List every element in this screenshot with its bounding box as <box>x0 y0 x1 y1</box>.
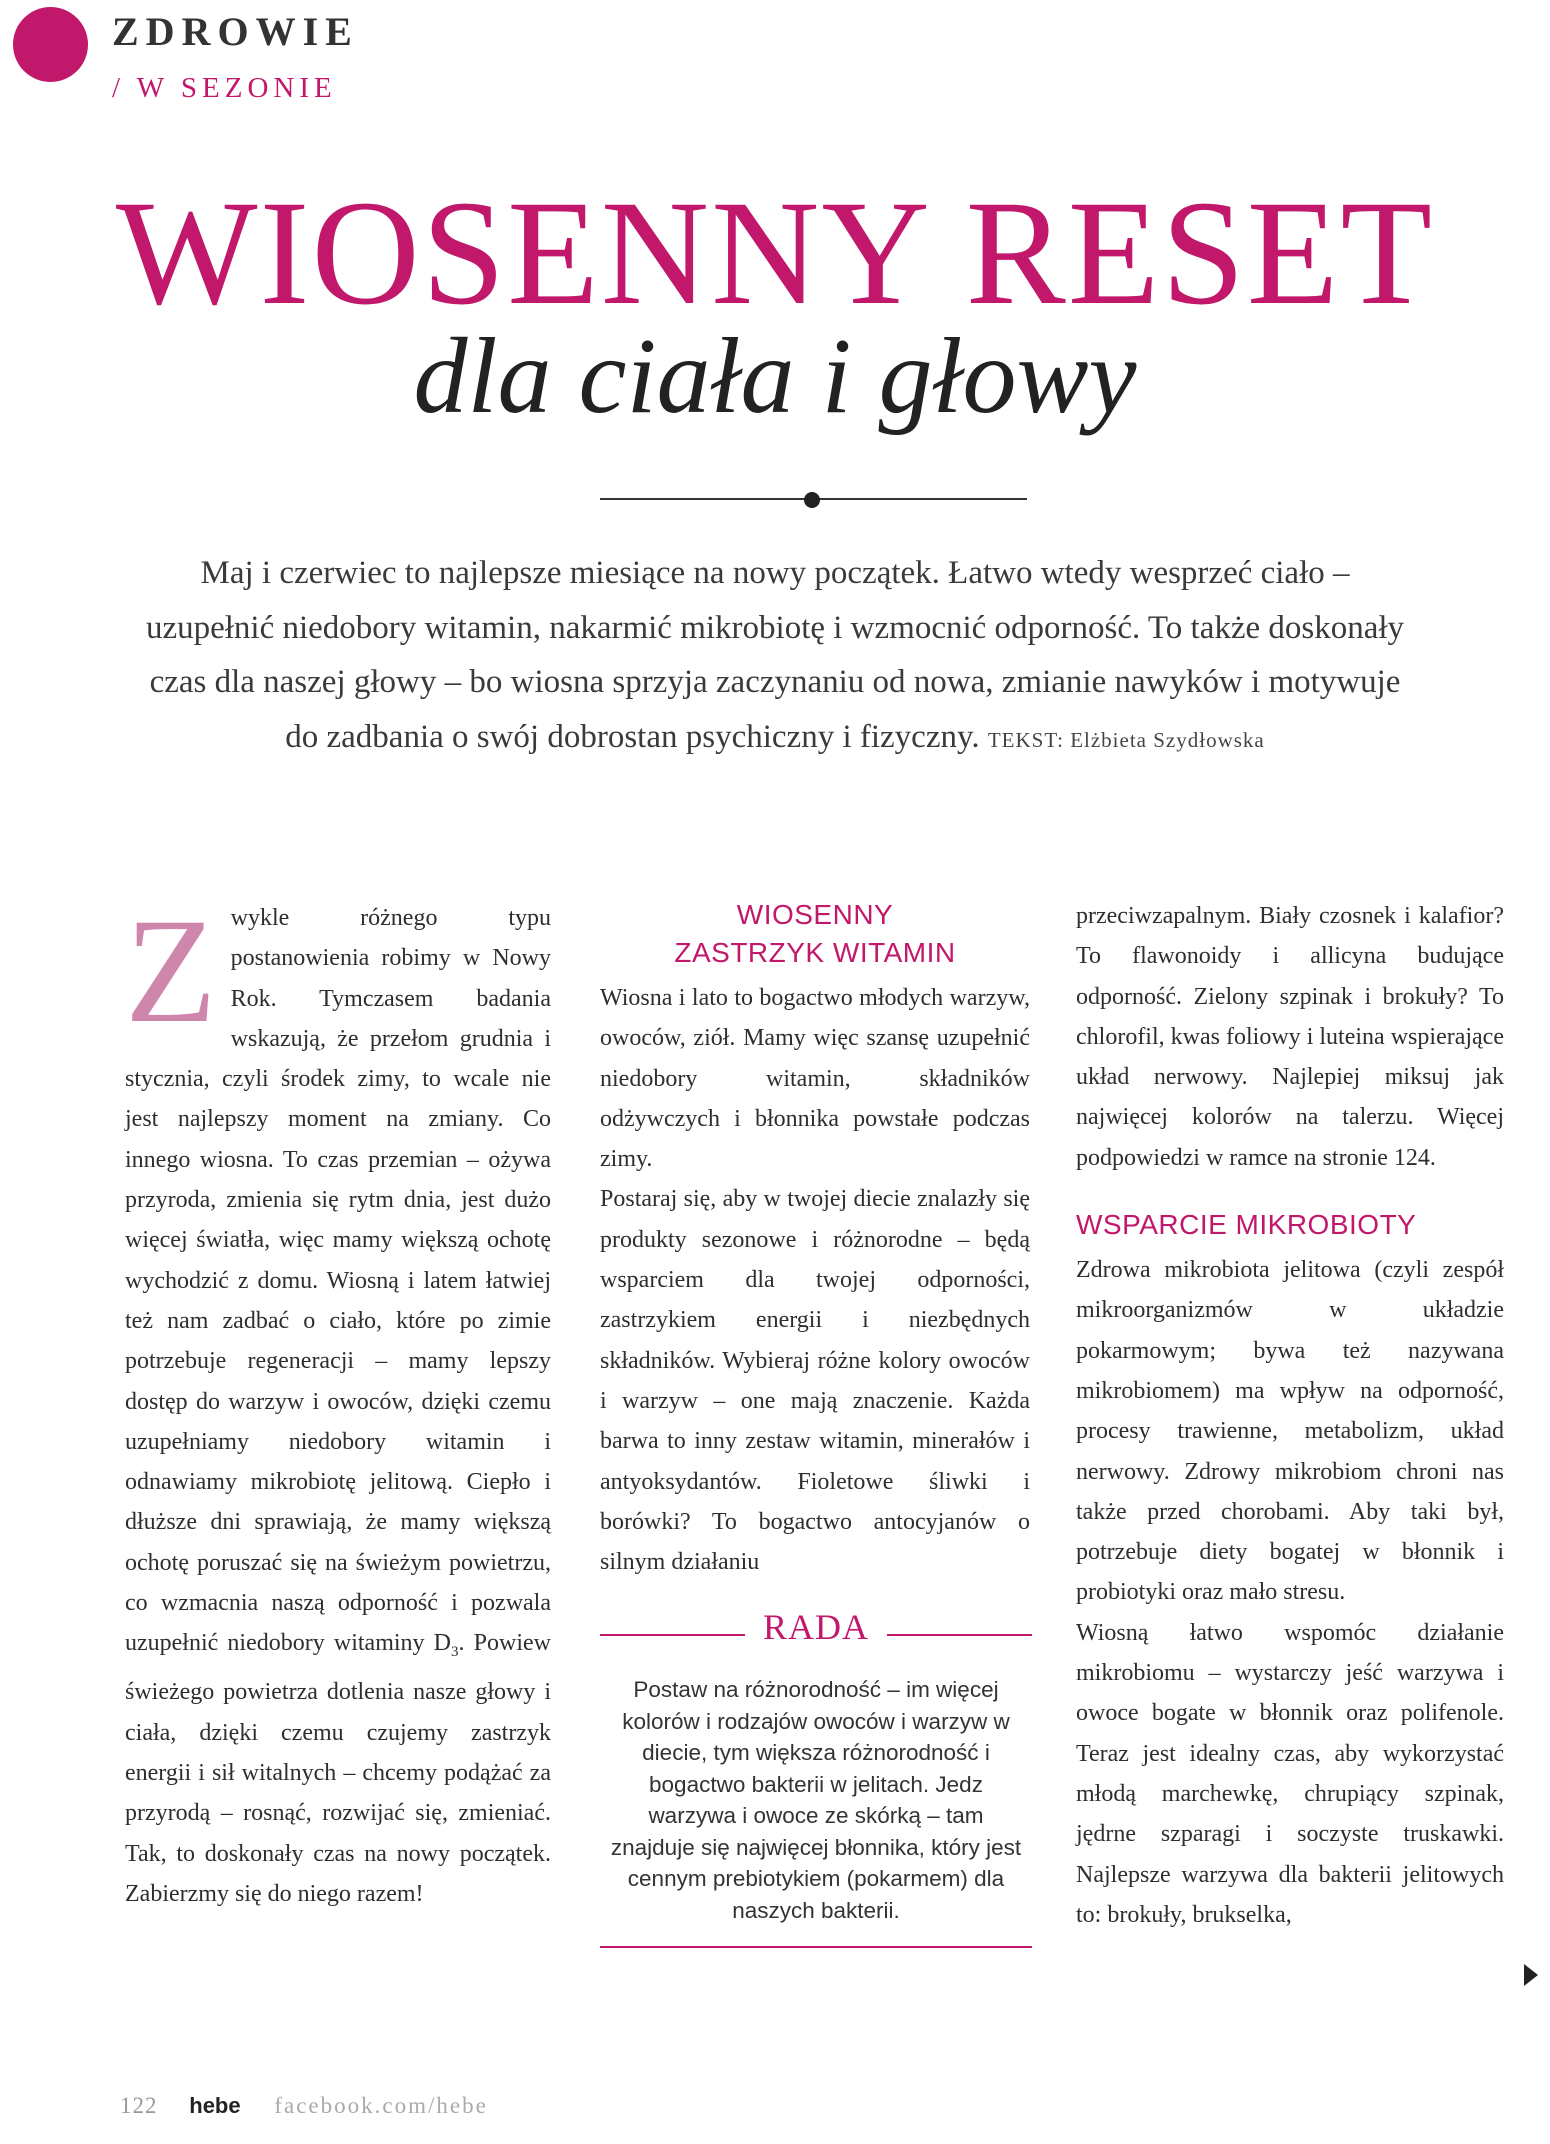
vitamins-heading-line-1: WIOSENNY <box>736 899 894 930</box>
title-divider-ornament <box>600 492 1027 506</box>
drop-cap: Z <box>125 888 217 1054</box>
vitamins-heading-line-2: ZASTRZYK WITAMIN <box>674 937 956 968</box>
social-link: facebook.com/hebe <box>274 2093 488 2118</box>
tip-title: RADA <box>762 1607 869 1647</box>
brand-logo: hebe <box>189 2093 241 2118</box>
section-label: ZDROWIE <box>112 9 359 54</box>
vitamin-subscript: 3 <box>451 1644 459 1661</box>
tip-rule-bottom <box>600 1946 1032 1948</box>
article-lead <box>140 546 1410 767</box>
section-dot-marker <box>13 7 88 82</box>
column-2-paragraph-2: Postaraj się, aby w twojej diecie znalazły się produkty sezonowe i różnorodne – będą wsparciem dla twojej odporności, zastrzykiem energii i niezbędnych składników. Wybieraj różne kolory owoców i warzyw – one mają znaczenie. Każda barwa to inny zestaw witamin, minerałów i antyoksydantów. Fioletowe śliwki i borówki? To bogactwo antocyjanów o silnym działaniu <box>600 1186 1030 1576</box>
continue-arrow-icon <box>1524 1964 1538 1986</box>
article-headline: WIOSENNY RESET <box>115 170 1435 336</box>
author-byline: TEKST: Elżbieta Szydłowska <box>987 727 1265 752</box>
subsection-label: / W SEZONIE <box>112 72 337 104</box>
column-3-paragraph-2: Zdrowa mikrobiota jelitowa (czyli zespół mikroorganizmów w układzie pokarmowym; bywa też nazywana mikrobiomem) ma wpływ na odporność, procesy trawienne, metabolizm, układ nerwowy. Zdrowy mikrobiom chroni nas także przed chorobami. Aby taki był, potrzebuje diety bogatej w błonnik i probiotyki oraz mało stresu. <box>1076 1257 1504 1606</box>
column-1-text-continued: . Powiew świeżego powietrza dotlenia nasze głowy i ciała, dzięki czemu czujemy zastrzyk energii i sił witalnych – chcemy podążać za przyrodą – rosnąć, rozwijać się, zmieniać. Tak, to doskonały czas na nowy początek. Zabierzmy się do niego razem! <box>125 1630 551 1907</box>
column-3-paragraph-1: przeciwzapalnym. Biały czosnek i kalafior? To flawonoidy i allicyna budujące odporność. Zielony szpinak i brokuły? To chlorofil, kwas foliowy i luteina wspierające układ nerwowy. Najlepiej miksuj jak najwięcej kolorów na talerzu. Więcej podpowiedzi w ramce na stronie 124. <box>1076 903 1504 1171</box>
page-footer <box>120 2093 488 2119</box>
tip-rule-right <box>887 1634 1032 1636</box>
column-3-paragraph-3: Wiosną łatwo wspomóc działanie mikrobiomu – wystarczy jeść warzywa i owoce bogate w błonnik oraz polifenole. Teraz jest idealny czas, aby wykorzystać młodą marchewkę, chrupiący szpinak, jędrne szparagi i soczyste truskawki. Najlepsze warzywa dla bakterii jelitowych to: brokuły, brukselka, <box>1076 1619 1504 1928</box>
vitamins-heading <box>600 896 1030 972</box>
column-1-text: wykle różnego typu postanowienia robimy w Nowy Rok. Tymczasem badania wskazują, że przełom grudnia i stycznia, czyli środek zimy, to wcale nie jest najlepszy moment na zmiany. Co innego wiosna. To czas przemian – ożywa przyroda, zmienia się rytm dnia, jest dużo więcej światła, więc mamy większą ochotę wychodzić z domu. Wiosną i latem łatwiej też nam zadbać o ciało, które po zimie potrzebuje regeneracji – mamy lepszy dostęp do warzyw i owoców, dzięki czemu uzupełniamy niedobory witamin i odnawiamy mikrobiotę jelitową. Ciepło i dłuższe dni sprawiają, że mamy większą ochotę poruszać się na świeżym powietrzu, co wzmacnia naszą odporność i pozwala uzupełnić niedobory witaminy D <box>125 905 551 1657</box>
lead-text: Maj i czerwiec to najlepsze miesiące na nowy początek. Łatwo wtedy wesprzeć ciało – uzupełnić niedobory witamin, nakarmić mikrobiotę i wzmocnić odporność. To także doskonały czas dla naszej głowy – bo wiosna sprzyja zaczynaniu od nowa, zmianie nawyków i motywuje do zadbania o swój dobrostan psychiczny i fizyczny. <box>145 555 1405 755</box>
microbiota-heading: WSPARCIE MIKROBIOTY <box>1076 1209 1417 1241</box>
tip-header <box>600 1606 1032 1662</box>
divider-dot <box>804 492 820 508</box>
tip-box <box>600 1606 1032 1948</box>
column-2-paragraph-1: Wiosna i lato to bogactwo młodych warzyw, owoców, ziół. Mamy więc szansę uzupełnić niedobory witamin, składników odżywczych i błonnika powstałe podczas zimy. <box>600 985 1030 1173</box>
article-subheadline: dla ciała i głowy <box>413 317 1137 436</box>
tip-text: Postaw na różnorodność – im więcej kolorów i rodzajów owoców i warzyw w diecie, tym większa różnorodność i bogactwo bakterii w jelitach. Jedz warzywa i owoce ze skórką – tam znajduje się najwięcej błonnika, który jest cennym prebiotykiem (pokarmem) dla naszych bakterii. <box>610 1677 1022 1923</box>
article-column-3 <box>1076 896 1504 1935</box>
page-number: 122 <box>120 2093 158 2118</box>
article-column-1 <box>125 888 551 1914</box>
article-column-2 <box>600 896 1030 1582</box>
